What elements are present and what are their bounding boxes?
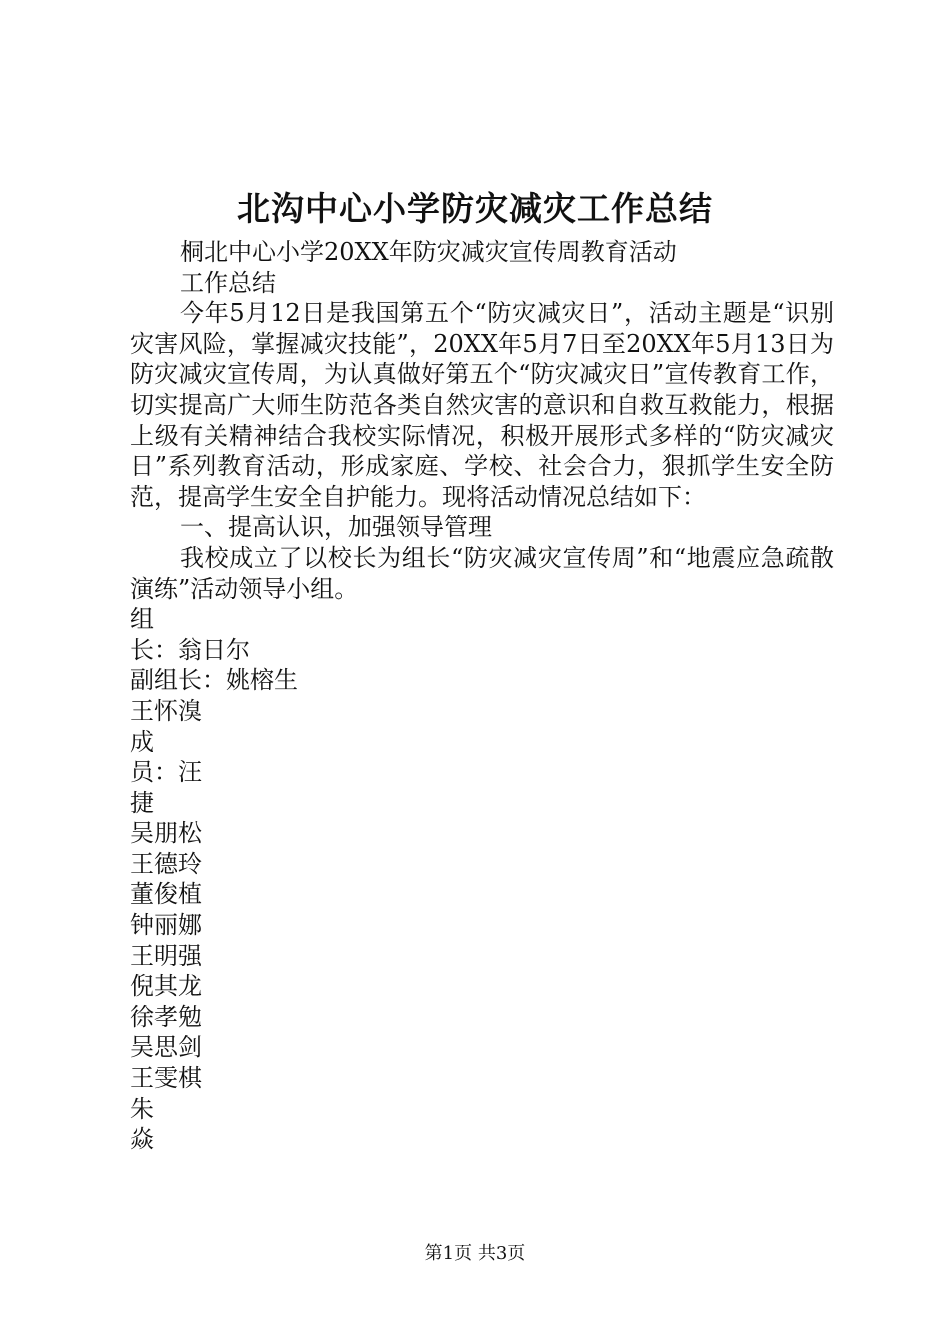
paragraph-leadership-group: 我校成立了以校长为组长“防灾减灾宣传周”和“地震应急疏散演练”活动领导小组。 bbox=[130, 543, 834, 603]
member-line: 王德玲 bbox=[130, 849, 202, 878]
paragraph-intro: 今年5月12日是我国第五个“防灾减灾日”，活动主题是“识别灾害风险，掌握减灾技能”，20XX年5月7日至20XX年5月13日为防灾减灾宣传周，为认真做好第五个“防灾减灾日”宣传教育工作，切实提高广大师生防范各类自然灾害的意识和自救互救能力，根据上级有关精神结合我校实际情况，积极开展形式多样的“防灾减灾日”系列教育活动，形成家庭、学校、社会合力，狠抓学生安全防范，提高学生安全自护能力。现将活动情况总结如下： bbox=[130, 299, 834, 511]
member-line: 董俊植 bbox=[130, 880, 202, 909]
member-line: 焱 bbox=[130, 1125, 154, 1154]
member-line: 徐孝勉 bbox=[130, 1002, 202, 1031]
member-line: 倪其龙 bbox=[130, 972, 202, 1001]
member-line: 钟丽娜 bbox=[130, 911, 202, 940]
document-title: 北沟中心小学防灾减灾工作总结 bbox=[237, 189, 713, 228]
member-line: 组 bbox=[130, 605, 154, 634]
member-line: 吴思剑 bbox=[130, 1033, 202, 1062]
paragraph-subtitle-line1: 桐北中心小学20XX年防灾减灾宣传周教育活动 bbox=[180, 238, 677, 266]
member-line: 王明强 bbox=[130, 941, 202, 970]
page-footer: 第1页 共3页 bbox=[424, 1243, 526, 1264]
member-line: 员：汪 bbox=[130, 758, 202, 787]
member-line: 成 bbox=[130, 727, 154, 756]
section-heading: 一、提高认识，加强领导管理 bbox=[180, 513, 492, 542]
member-line: 长：翁日尔 bbox=[130, 635, 250, 664]
document-body bbox=[130, 237, 834, 1155]
member-line: 朱 bbox=[130, 1094, 154, 1123]
member-line: 捷 bbox=[130, 788, 154, 817]
member-line: 王怀溴 bbox=[130, 696, 202, 725]
member-line: 吴朋松 bbox=[130, 819, 202, 848]
member-line: 王雯棋 bbox=[130, 1064, 202, 1093]
paragraph-subtitle-line2: 工作总结 bbox=[180, 268, 276, 297]
member-line: 副组长：姚榕生 bbox=[130, 666, 298, 695]
